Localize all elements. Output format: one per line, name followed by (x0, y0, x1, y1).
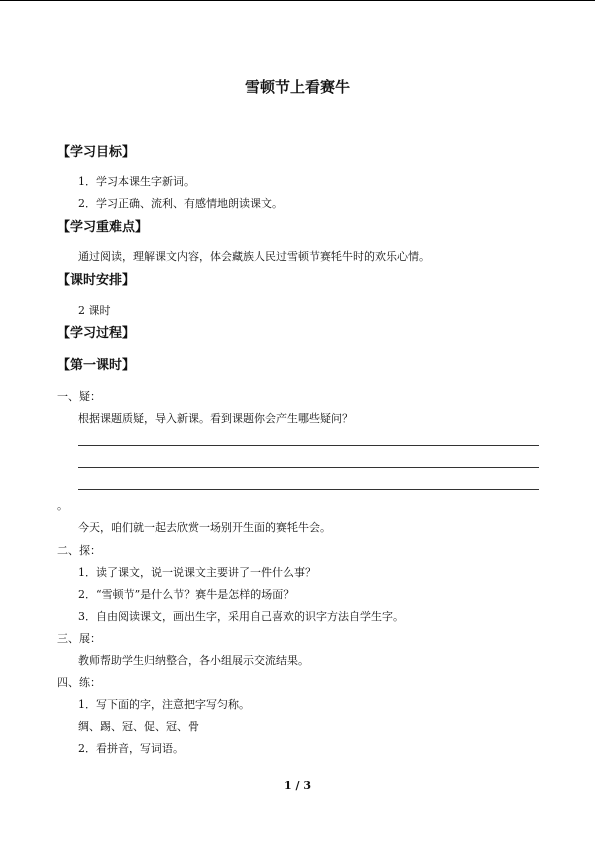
step2-label: 二、探： (57, 544, 101, 557)
step3-label: 三、展： (57, 632, 101, 645)
step1-label: 一、疑： (57, 390, 101, 403)
answer-end-mark: 。 (57, 499, 68, 512)
heading-process: 【学习过程】 (57, 326, 136, 341)
step4-item-2: 2．看拼音，写词语。 (78, 742, 184, 755)
answer-line-1[interactable] (78, 445, 539, 446)
answer-line-2[interactable] (78, 467, 539, 468)
page-number: 1 / 3 (284, 779, 311, 792)
step1-followup: 今天，咱们就一起去欣赏一场别开生面的赛牦牛会。 (78, 521, 331, 534)
answer-line-3[interactable] (78, 489, 539, 490)
step2-item-1: 1．读了课文，说一说课文主要讲了一件什么事？ (78, 566, 316, 579)
heading-schedule: 【课时安排】 (57, 273, 136, 288)
header-rule (0, 0, 595, 1)
step4-label: 四、练： (57, 676, 101, 689)
schedule-text: 2 课时 (78, 304, 111, 317)
step3-text: 教师帮助学生归纳整合，各小组展示交流结果。 (78, 654, 309, 667)
step1-text: 根据课题质疑，导入新课。看到课题你会产生哪些疑问？ (78, 412, 353, 425)
heading-lesson1: 【第一课时】 (57, 358, 136, 373)
heading-key-points: 【学习重难点】 (57, 220, 149, 235)
step2-item-3: 3．自由阅读课文，画出生字，采用自己喜欢的识字方法自学生字。 (78, 610, 404, 623)
key-points-text: 通过阅读，理解课文内容，体会藏族人民过雪顿节赛牦牛时的欢乐心情。 (78, 250, 430, 263)
goal-item-2: 2．学习正确、流利、有感情地朗读课文。 (78, 197, 283, 210)
heading-goals: 【学习目标】 (57, 145, 136, 160)
step2-item-2: 2．“雪顿节”是什么节？赛牛是怎样的场面？ (78, 588, 295, 601)
goal-item-1: 1．学习本课生字新词。 (78, 175, 195, 188)
step4-chars: 绸、踢、冠、促、冠、骨 (78, 720, 199, 733)
step4-item-1: 1．写下面的字，注意把字写匀称。 (78, 698, 250, 711)
page-title: 雪顿节上看赛牛 (244, 78, 350, 96)
